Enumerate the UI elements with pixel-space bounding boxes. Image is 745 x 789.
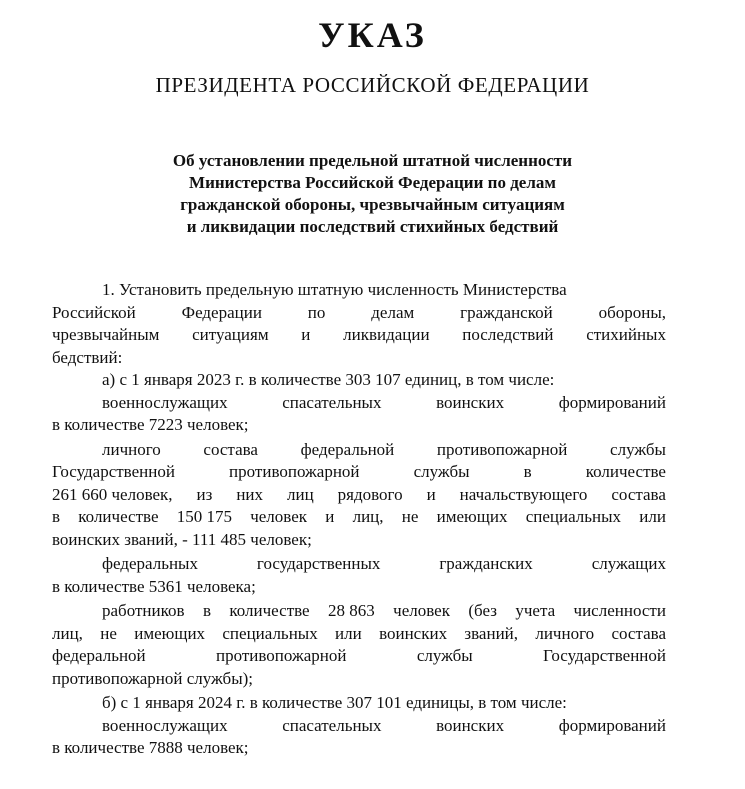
- word: противопожарной: [436, 439, 568, 459]
- word: в: [202, 601, 211, 620]
- subpoint-a-civil-line: в количестве 5361 человека;: [52, 576, 256, 596]
- word: Российской: [52, 302, 136, 322]
- word: численности: [573, 601, 666, 620]
- word: количестве: [78, 507, 159, 526]
- word: воинских: [436, 715, 505, 735]
- word: лиц,: [352, 507, 384, 526]
- word: службы: [413, 462, 470, 481]
- subpoint-b-military-line: [52, 715, 666, 738]
- subpoint-a-civil-line: [52, 553, 666, 576]
- subpoint-a-fire-line: [52, 484, 666, 507]
- word: делам: [371, 302, 415, 322]
- word: и: [301, 325, 311, 344]
- word: специальных: [222, 623, 318, 643]
- subpoint-a-fire-line: [52, 439, 666, 462]
- document-type: УКАЗ: [318, 15, 427, 55]
- word: служащих: [591, 554, 666, 573]
- word: из: [196, 484, 213, 504]
- word: ситуациям: [192, 325, 269, 344]
- word: количестве: [585, 462, 666, 481]
- subpoint-a-fire-line: [52, 461, 666, 484]
- word: имеющих: [436, 507, 508, 526]
- word: и: [426, 484, 436, 504]
- word: Государственной: [543, 646, 666, 665]
- word: Государственной: [52, 462, 175, 481]
- word: федеральной: [52, 646, 146, 665]
- title-line: Министерства Российской Федерации по делам: [189, 173, 556, 192]
- word: последствий: [462, 325, 554, 344]
- subpoint-a-intro: а) с 1 января 2023 г. в количестве 303 107 единиц, в том числе:: [102, 370, 555, 389]
- subpoint-a-workers-line: [52, 623, 666, 646]
- subpoint-b-intro: б) с 1 января 2024 г. в количестве 307 101 единицы, в том числе:: [102, 693, 567, 712]
- word: военнослужащих: [102, 715, 228, 735]
- word: специальных: [525, 507, 622, 526]
- subpoint-a-fire-line: [52, 506, 666, 529]
- word: службы: [610, 439, 666, 459]
- word: или: [639, 507, 666, 526]
- word: количестве: [229, 601, 310, 620]
- word: не: [401, 507, 419, 526]
- word: гражданской: [460, 302, 553, 322]
- title-line: гражданской обороны, чрезвычайным ситуациям: [180, 195, 565, 214]
- word: личного: [535, 623, 595, 643]
- word: и: [325, 507, 335, 526]
- word: званий,: [464, 623, 519, 643]
- paragraph-1-line: [52, 302, 666, 325]
- word: формирований: [558, 392, 666, 412]
- word: учета: [515, 601, 556, 620]
- title-line: и ликвидации последствий стихийных бедствий: [186, 217, 559, 236]
- decree-body: [52, 279, 666, 760]
- word: спасательных: [282, 392, 382, 412]
- word: личного: [102, 439, 161, 459]
- word: в: [52, 507, 61, 526]
- paragraph-1-line: 1. Установить предельную штатную численность Министерства: [102, 280, 567, 299]
- word: формирований: [558, 715, 666, 735]
- word: противопожарной: [216, 646, 347, 665]
- word: имеющих: [134, 623, 206, 643]
- subpoint-b-military-line: в количестве 7888 человек;: [52, 738, 249, 757]
- subpoint-a-military-line: в количестве 7223 человек;: [52, 415, 249, 434]
- word: или: [335, 623, 362, 643]
- word: воинских: [436, 392, 505, 412]
- word: состава: [611, 484, 666, 504]
- word: состава: [203, 439, 258, 459]
- word: гражданских: [439, 554, 533, 573]
- word: начальствующего: [459, 484, 588, 504]
- document-issuer: ПРЕЗИДЕНТА РОССИЙСКОЙ ФЕДЕРАЦИИ: [155, 73, 590, 97]
- word: обороны,: [598, 302, 666, 322]
- word: службы: [416, 646, 473, 665]
- word: Федерации: [181, 302, 262, 322]
- word: (без: [468, 601, 497, 620]
- word: 28 863: [328, 601, 375, 620]
- subpoint-a-fire-line: воинских званий, - 111 485 человек;: [52, 529, 312, 549]
- word: государственных: [256, 554, 381, 573]
- word: 150 175: [176, 507, 232, 526]
- word: стихийных: [586, 325, 666, 344]
- document-title: [60, 150, 685, 238]
- subpoint-a-workers-line: [52, 645, 666, 668]
- word: противопожарной: [229, 462, 360, 481]
- word: рядового: [337, 484, 403, 504]
- word: лиц: [287, 484, 314, 504]
- paragraph-1-line: бедствий:: [52, 347, 123, 367]
- word: работников: [102, 601, 185, 620]
- word: федеральной: [300, 439, 395, 459]
- word: них: [236, 484, 264, 504]
- word: ликвидации: [343, 325, 430, 344]
- subpoint-a-workers-line: [52, 600, 666, 623]
- title-line: Об установлении предельной штатной численности: [172, 151, 573, 170]
- word: военнослужащих: [102, 392, 228, 412]
- paragraph-1-line: [52, 324, 666, 347]
- subpoint-a-military-line: [52, 392, 666, 415]
- subpoint-a-workers-line: противопожарной службы);: [52, 668, 254, 688]
- word: лиц,: [52, 623, 83, 643]
- word: в: [523, 462, 532, 481]
- word: не: [100, 623, 117, 643]
- word: чрезвычайным: [52, 325, 160, 344]
- word: федеральных: [102, 554, 198, 573]
- word: человек: [393, 601, 450, 620]
- word: состава: [611, 623, 666, 643]
- word: по: [307, 302, 326, 322]
- word: 261 660 человек,: [52, 484, 173, 504]
- word: воинских: [379, 623, 448, 643]
- word: спасательных: [282, 715, 382, 735]
- word: человек: [250, 507, 308, 526]
